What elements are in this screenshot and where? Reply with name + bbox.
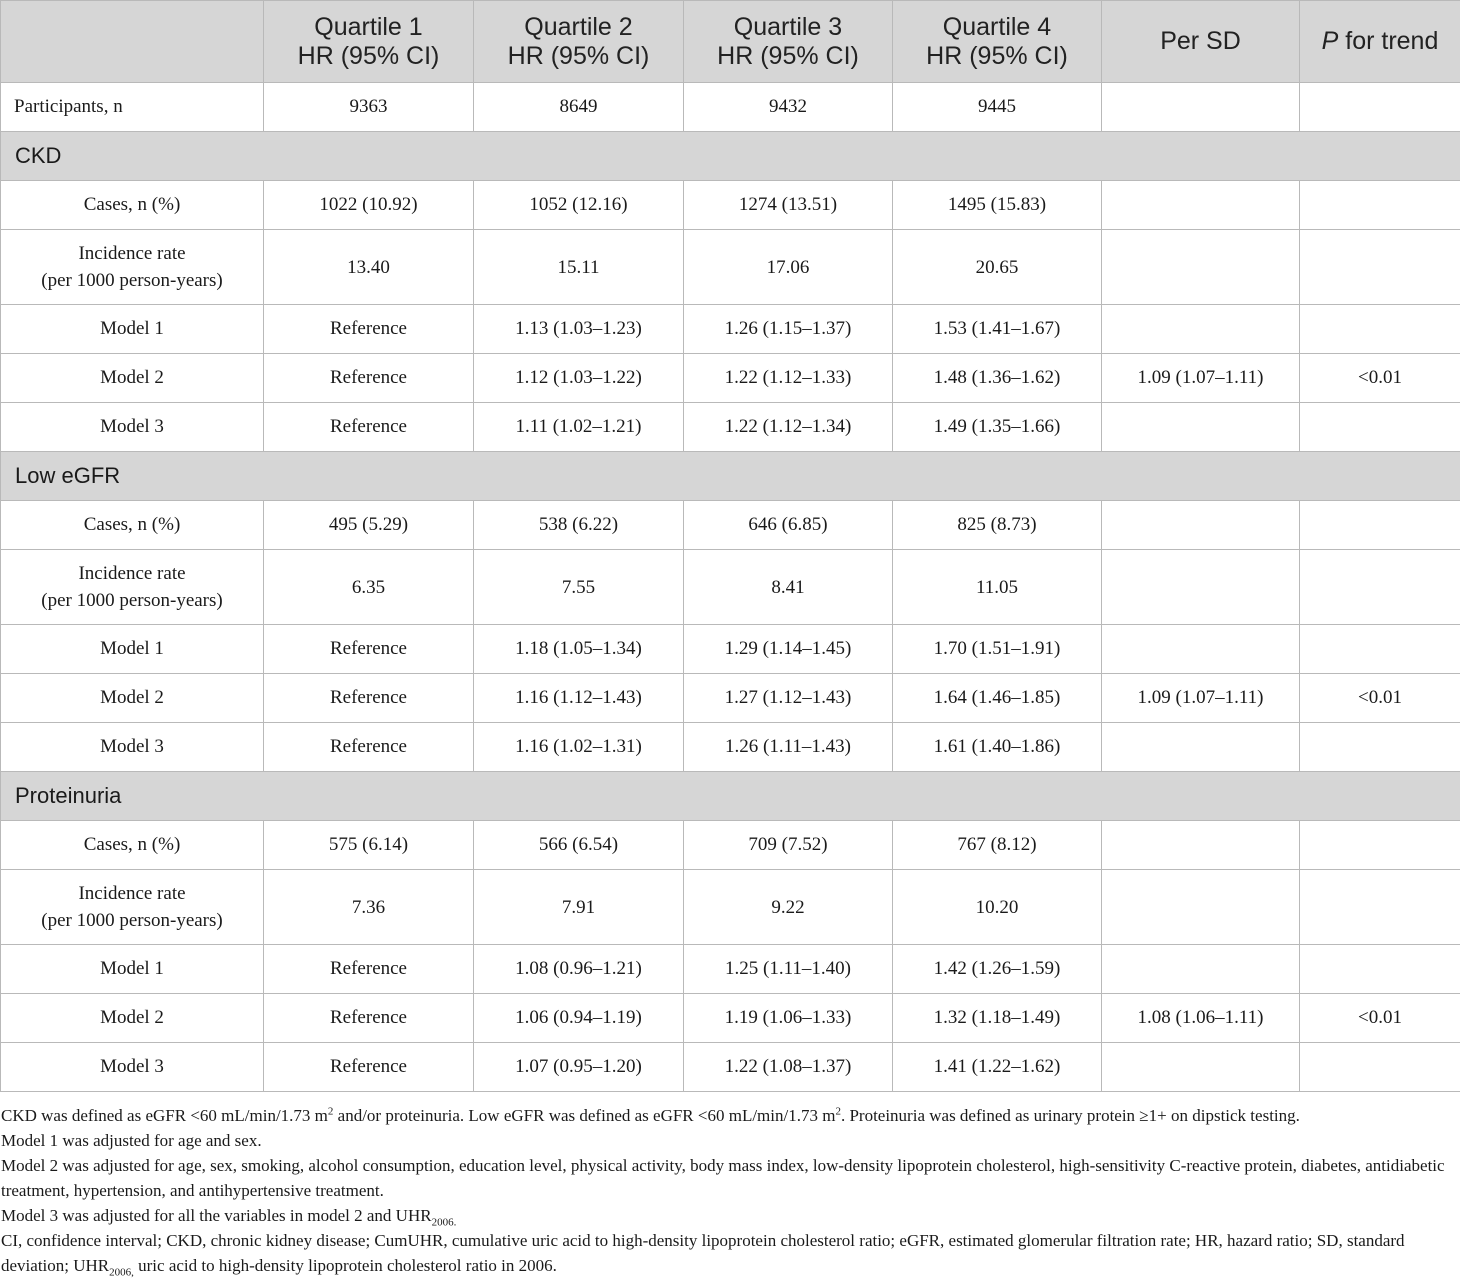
cell-q2: 566 (6.54) xyxy=(474,821,684,870)
header-quartile-4 xyxy=(893,1,1102,83)
cell-q1: Reference xyxy=(264,625,474,674)
cell-q3: 1.22 (1.12–1.34) xyxy=(684,403,893,452)
section-title: Proteinuria xyxy=(1,772,1460,821)
cell-q3: 1.25 (1.11–1.40) xyxy=(684,945,893,994)
cell-p-trend xyxy=(1300,181,1460,230)
table-row xyxy=(1,994,1460,1043)
cell-per-sd xyxy=(1102,870,1300,945)
cell-q4: 1495 (15.83) xyxy=(893,181,1102,230)
cell-p-trend xyxy=(1300,403,1460,452)
cell-q3: 646 (6.85) xyxy=(684,501,893,550)
footnote-abbreviations xyxy=(1,1228,1459,1278)
cell-q4: 1.41 (1.22–1.62) xyxy=(893,1043,1102,1092)
cell-p-trend xyxy=(1300,501,1460,550)
cell-p-trend xyxy=(1300,870,1460,945)
table-row xyxy=(1,625,1460,674)
row-label-line2: (per 1000 person-years) xyxy=(41,270,223,291)
cell-q3: 1.26 (1.15–1.37) xyxy=(684,305,893,354)
row-label-line1: Incidence rate xyxy=(78,243,186,264)
header-row xyxy=(1,1,1460,83)
row-label-line2: (per 1000 person-years) xyxy=(41,910,223,931)
cell-q3: 1.19 (1.06–1.33) xyxy=(684,994,893,1043)
cell-q3: 9432 xyxy=(684,83,893,132)
cell-p-trend xyxy=(1300,625,1460,674)
header-q3-line1: Quartile 3 xyxy=(733,12,843,41)
cell-q4: 1.61 (1.40–1.86) xyxy=(893,723,1102,772)
cell-q3: 9.22 xyxy=(684,870,893,945)
cell-q1: Reference xyxy=(264,994,474,1043)
cell-q4: 10.20 xyxy=(893,870,1102,945)
cell-q4: 1.32 (1.18–1.49) xyxy=(893,994,1102,1043)
cell-q2: 1.18 (1.05–1.34) xyxy=(474,625,684,674)
cell-q1: Reference xyxy=(264,1043,474,1092)
footnote-superscript: 2 xyxy=(835,1105,841,1118)
cell-per-sd xyxy=(1102,230,1300,305)
header-p-for-trend xyxy=(1300,1,1460,83)
cell-q4: 1.64 (1.46–1.85) xyxy=(893,674,1102,723)
cell-q1: 495 (5.29) xyxy=(264,501,474,550)
cell-per-sd: 1.09 (1.07–1.11) xyxy=(1102,674,1300,723)
section-title: Low eGFR xyxy=(1,452,1460,501)
table-row xyxy=(1,403,1460,452)
cell-p-trend xyxy=(1300,945,1460,994)
row-label xyxy=(1,550,264,625)
header-quartile-2 xyxy=(474,1,684,83)
cell-per-sd xyxy=(1102,1043,1300,1092)
row-label xyxy=(1,870,264,945)
header-p-rest: for trend xyxy=(1338,27,1439,55)
row-label: Model 1 xyxy=(1,625,264,674)
cell-q2: 1.16 (1.02–1.31) xyxy=(474,723,684,772)
header-q1-line2: HR (95% CI) xyxy=(297,41,440,70)
cell-q2: 1.16 (1.12–1.43) xyxy=(474,674,684,723)
cell-per-sd xyxy=(1102,181,1300,230)
cell-p-trend xyxy=(1300,723,1460,772)
row-label xyxy=(1,230,264,305)
row-label: Model 1 xyxy=(1,305,264,354)
header-q4-line2: HR (95% CI) xyxy=(926,41,1068,70)
table-row xyxy=(1,305,1460,354)
header-per-sd: Per SD xyxy=(1102,1,1300,83)
cell-q3: 1274 (13.51) xyxy=(684,181,893,230)
cell-q1: 6.35 xyxy=(264,550,474,625)
cell-q3: 1.22 (1.12–1.33) xyxy=(684,354,893,403)
footnote-text: uric acid to high-density lipoprotein cholesterol ratio in 2006. xyxy=(133,1256,557,1275)
cell-p-trend xyxy=(1300,230,1460,305)
cell-q1: 13.40 xyxy=(264,230,474,305)
cell-q2: 8649 xyxy=(474,83,684,132)
row-label: Cases, n (%) xyxy=(1,501,264,550)
header-q4-line1: Quartile 4 xyxy=(942,12,1052,41)
cell-q2: 1.12 (1.03–1.22) xyxy=(474,354,684,403)
cell-q2: 538 (6.22) xyxy=(474,501,684,550)
cell-q3: 8.41 xyxy=(684,550,893,625)
cell-p-trend xyxy=(1300,1043,1460,1092)
row-label: Model 2 xyxy=(1,354,264,403)
footnote-definitions xyxy=(1,1103,1459,1128)
header-q3-line2: HR (95% CI) xyxy=(717,41,859,70)
cell-q4: 1.70 (1.51–1.91) xyxy=(893,625,1102,674)
footnote-text: Model 3 was adjusted for all the variables in model 2 and UHR xyxy=(1,1206,432,1225)
cell-per-sd xyxy=(1102,305,1300,354)
row-label: Participants, n xyxy=(1,83,264,132)
cell-p-trend: <0.01 xyxy=(1300,674,1460,723)
row-label: Model 2 xyxy=(1,674,264,723)
footnote-text: CKD was defined as eGFR <60 mL/min/1.73 m xyxy=(1,1106,328,1125)
cell-q4: 1.48 (1.36–1.62) xyxy=(893,354,1102,403)
table-row xyxy=(1,821,1460,870)
footnote-model3 xyxy=(1,1203,1459,1228)
cell-per-sd xyxy=(1102,501,1300,550)
row-label-line1: Incidence rate xyxy=(78,883,186,904)
table-row xyxy=(1,723,1460,772)
cell-q4: 1.53 (1.41–1.67) xyxy=(893,305,1102,354)
cell-per-sd xyxy=(1102,821,1300,870)
cell-q2: 7.55 xyxy=(474,550,684,625)
cell-q4: 825 (8.73) xyxy=(893,501,1102,550)
cell-q3: 709 (7.52) xyxy=(684,821,893,870)
cell-per-sd xyxy=(1102,550,1300,625)
cell-q3: 17.06 xyxy=(684,230,893,305)
row-label-line1: Incidence rate xyxy=(78,563,186,584)
table-row xyxy=(1,501,1460,550)
cell-q1: Reference xyxy=(264,945,474,994)
cell-q4: 1.49 (1.35–1.66) xyxy=(893,403,1102,452)
cell-q2: 7.91 xyxy=(474,870,684,945)
cell-p-trend: <0.01 xyxy=(1300,354,1460,403)
table-row xyxy=(1,181,1460,230)
row-label-line2: (per 1000 person-years) xyxy=(41,590,223,611)
header-q2-line1: Quartile 2 xyxy=(524,12,633,41)
footnote-model1: Model 1 was adjusted for age and sex. xyxy=(1,1131,262,1150)
cell-per-sd xyxy=(1102,625,1300,674)
table-row xyxy=(1,550,1460,625)
cell-q2: 1.06 (0.94–1.19) xyxy=(474,994,684,1043)
header-quartile-1 xyxy=(264,1,474,83)
cell-q2: 1.07 (0.95–1.20) xyxy=(474,1043,684,1092)
row-label: Model 1 xyxy=(1,945,264,994)
footnote-subscript: 2006. xyxy=(431,1216,457,1229)
table-footnotes xyxy=(1,1103,1459,1278)
header-quartile-3 xyxy=(684,1,893,83)
row-label: Cases, n (%) xyxy=(1,181,264,230)
table-row xyxy=(1,1043,1460,1092)
cell-per-sd: 1.09 (1.07–1.11) xyxy=(1102,354,1300,403)
header-q2-line2: HR (95% CI) xyxy=(507,41,650,70)
cell-q4: 11.05 xyxy=(893,550,1102,625)
row-label: Model 3 xyxy=(1,1043,264,1092)
section-title: CKD xyxy=(1,132,1460,181)
row-label: Model 2 xyxy=(1,994,264,1043)
table-row xyxy=(1,674,1460,723)
cell-q3: 1.29 (1.14–1.45) xyxy=(684,625,893,674)
table-row xyxy=(1,83,1460,132)
footnote-text: CI, confidence interval; CKD, chronic kidney disease; CumUHR, cumulative uric acid to high-density lipoprotein cholesterol ratio; eGFR, estimated glomerular filtration rate; HR, hazard ratio; SD, standard deviation; UHR xyxy=(1,1231,1405,1275)
cell-per-sd xyxy=(1102,723,1300,772)
cell-q1: 7.36 xyxy=(264,870,474,945)
cell-q1: Reference xyxy=(264,305,474,354)
row-label: Model 3 xyxy=(1,723,264,772)
cell-q1: Reference xyxy=(264,723,474,772)
footnote-text: . Proteinuria was defined as urinary protein ≥1+ on dipstick testing. xyxy=(840,1106,1300,1125)
cell-per-sd: 1.08 (1.06–1.11) xyxy=(1102,994,1300,1043)
footnote-subscript: 2006, xyxy=(109,1266,134,1279)
header-p-italic: P xyxy=(1321,27,1339,55)
cell-q2: 1052 (12.16) xyxy=(474,181,684,230)
cell-q4: 1.42 (1.26–1.59) xyxy=(893,945,1102,994)
table-row xyxy=(1,354,1460,403)
cell-per-sd xyxy=(1102,945,1300,994)
cell-q2: 1.11 (1.02–1.21) xyxy=(474,403,684,452)
cell-q2: 1.08 (0.96–1.21) xyxy=(474,945,684,994)
cell-q1: 575 (6.14) xyxy=(264,821,474,870)
cell-q1: Reference xyxy=(264,403,474,452)
cell-q2: 1.13 (1.03–1.23) xyxy=(474,305,684,354)
cell-p-trend xyxy=(1300,305,1460,354)
table-body xyxy=(1,83,1460,1092)
cell-p-trend xyxy=(1300,821,1460,870)
cell-q1: Reference xyxy=(264,354,474,403)
cell-q4: 9445 xyxy=(893,83,1102,132)
cell-q4: 20.65 xyxy=(893,230,1102,305)
footnote-superscript: 2 xyxy=(327,1105,334,1118)
table-row xyxy=(1,870,1460,945)
footnote-model2: Model 2 was adjusted for age, sex, smoking, alcohol consumption, education level, physical activity, body mass index, low-density lipoprotein cholesterol, high-sensitivity C-reactive protein, diabetes, antidiabetic treatment, hypertension, and antihypertensive treatment. xyxy=(1,1156,1445,1200)
row-label: Cases, n (%) xyxy=(1,821,264,870)
table-row xyxy=(1,945,1460,994)
cell-q1: Reference xyxy=(264,674,474,723)
cell-q3: 1.22 (1.08–1.37) xyxy=(684,1043,893,1092)
cell-q1: 1022 (10.92) xyxy=(264,181,474,230)
table-header xyxy=(1,1,1460,83)
cell-q3: 1.27 (1.12–1.43) xyxy=(684,674,893,723)
footnote-text: and/or proteinuria. Low eGFR was defined as eGFR <60 mL/min/1.73 m xyxy=(333,1106,836,1125)
cell-p-trend xyxy=(1300,550,1460,625)
cell-p-trend: <0.01 xyxy=(1300,994,1460,1043)
cell-q1: 9363 xyxy=(264,83,474,132)
cell-per-sd xyxy=(1102,403,1300,452)
table-row xyxy=(1,230,1460,305)
cell-p-trend xyxy=(1300,83,1460,132)
cell-q4: 767 (8.12) xyxy=(893,821,1102,870)
row-label: Model 3 xyxy=(1,403,264,452)
cell-per-sd xyxy=(1102,83,1300,132)
header-q1-line1: Quartile 1 xyxy=(314,12,423,41)
cell-q2: 15.11 xyxy=(474,230,684,305)
cell-q3: 1.26 (1.11–1.43) xyxy=(684,723,893,772)
header-blank xyxy=(1,1,264,83)
section-row-ckd xyxy=(1,132,1460,181)
section-row-proteinuria xyxy=(1,772,1460,821)
section-row-low-egfr xyxy=(1,452,1460,501)
